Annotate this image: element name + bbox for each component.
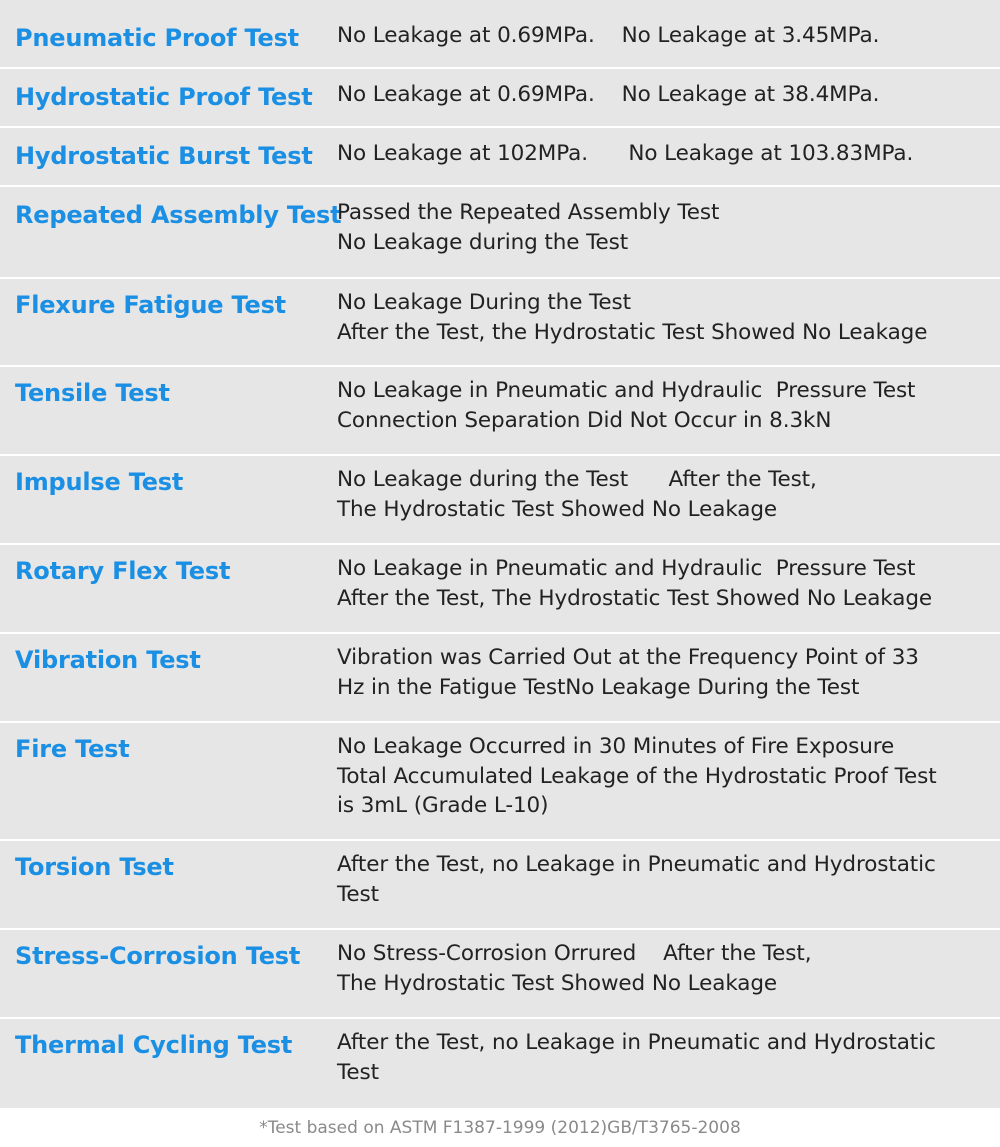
table-row bbox=[0, 279, 1000, 367]
test-name: Hydrostatic Burst Test bbox=[15, 142, 313, 170]
result-line: No Stress-Corrosion Orrured After the Test, bbox=[337, 941, 812, 966]
table-row bbox=[0, 545, 1000, 634]
table-row bbox=[0, 69, 1000, 128]
result-line: Passed the Repeated Assembly Test bbox=[337, 200, 720, 225]
test-name: Tensile Test bbox=[15, 379, 170, 407]
result-line: Vibration was Carried Out at the Frequency Point of 33 bbox=[337, 645, 919, 670]
table-row bbox=[0, 187, 1000, 279]
result-line: After the Test, The Hydrostatic Test Showed No Leakage bbox=[337, 585, 933, 611]
test-name: Torsion Tset bbox=[15, 853, 174, 881]
test-result bbox=[337, 80, 879, 110]
table-row bbox=[0, 634, 1000, 723]
result-line: No Leakage at 0.69MPa. No Leakage at 38.4MPa. bbox=[337, 82, 880, 107]
result-line: Test bbox=[337, 1059, 379, 1085]
table-row bbox=[0, 367, 1000, 456]
result-line: After the Test, no Leakage in Pneumatic and Hydrostatic bbox=[337, 852, 936, 877]
table-row bbox=[0, 723, 1000, 841]
result-line: No Leakage during the Test After the Test, bbox=[337, 467, 817, 492]
result-line: No Leakage Occurred in 30 Minutes of Fire Exposure bbox=[337, 734, 895, 759]
test-name: Stress-Corrosion Test bbox=[15, 942, 301, 970]
test-result bbox=[337, 643, 919, 702]
test-name: Pneumatic Proof Test bbox=[15, 24, 299, 52]
test-name: Repeated Assembly Test bbox=[15, 201, 342, 229]
test-name: Impulse Test bbox=[15, 468, 184, 496]
result-line: No Leakage in Pneumatic and Hydraulic Pressure Test bbox=[337, 378, 916, 403]
result-line: is 3mL (Grade L-10) bbox=[337, 793, 549, 818]
test-result bbox=[337, 288, 927, 347]
test-result bbox=[337, 554, 932, 613]
result-line: No Leakage During the Test bbox=[337, 290, 631, 315]
result-line: Total Accumulated Leakage of the Hydrostatic Proof Test bbox=[337, 763, 937, 789]
result-line: After the Test, no Leakage in Pneumatic and Hydrostatic bbox=[337, 1030, 936, 1055]
result-line: After the Test, the Hydrostatic Test Showed No Leakage bbox=[337, 319, 928, 345]
result-line: No Leakage in Pneumatic and Hydraulic Pressure Test bbox=[337, 556, 916, 581]
test-name: Rotary Flex Test bbox=[15, 557, 231, 585]
test-result bbox=[337, 939, 811, 998]
test-result bbox=[337, 139, 913, 169]
test-result bbox=[337, 465, 817, 524]
test-result bbox=[337, 732, 937, 821]
result-line: Hz in the Fatigue TestNo Leakage During the Test bbox=[337, 674, 860, 700]
table-row bbox=[0, 0, 1000, 69]
test-name: Hydrostatic Proof Test bbox=[15, 83, 313, 111]
table-row bbox=[0, 456, 1000, 545]
result-line: No Leakage at 102MPa. No Leakage at 103.83MPa. bbox=[337, 141, 914, 166]
test-name: Vibration Test bbox=[15, 646, 201, 674]
table-row bbox=[0, 128, 1000, 187]
table-row bbox=[0, 841, 1000, 930]
result-line: Test bbox=[337, 881, 379, 907]
footnote: *Test based on ASTM F1387-1999 (2012)GB/T3765-2008 bbox=[259, 1118, 741, 1138]
test-result bbox=[337, 1028, 936, 1087]
result-line: No Leakage at 0.69MPa. No Leakage at 3.45MPa. bbox=[337, 23, 880, 48]
test-name: Flexure Fatigue Test bbox=[15, 291, 286, 319]
table-row bbox=[0, 1019, 1000, 1108]
test-result bbox=[337, 198, 719, 257]
result-line: The Hydrostatic Test Showed No Leakage bbox=[337, 970, 778, 996]
test-name: Thermal Cycling Test bbox=[15, 1031, 293, 1059]
result-line: No Leakage during the Test bbox=[337, 229, 629, 255]
table-row bbox=[0, 930, 1000, 1019]
test-name: Fire Test bbox=[15, 735, 130, 763]
test-result bbox=[337, 850, 936, 909]
test-result bbox=[337, 21, 879, 51]
result-line: The Hydrostatic Test Showed No Leakage bbox=[337, 496, 778, 522]
result-line: Connection Separation Did Not Occur in 8.3kN bbox=[337, 407, 832, 433]
test-result bbox=[337, 376, 915, 435]
